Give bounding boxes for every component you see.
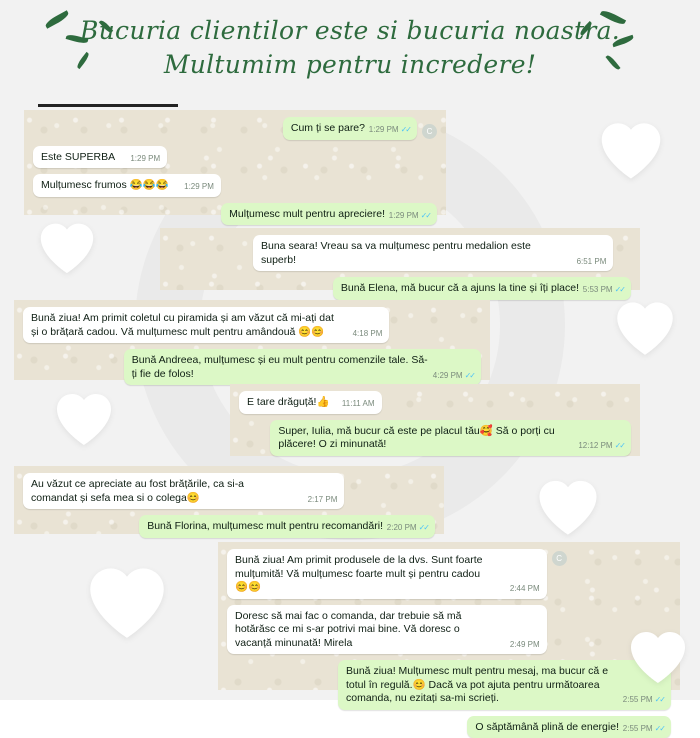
message-meta bbox=[387, 521, 428, 535]
message-time: 2:49 PM bbox=[510, 640, 540, 649]
message-text: Cum ți se pare? bbox=[291, 122, 409, 136]
chat-screenshot-3 bbox=[14, 300, 490, 380]
message-row bbox=[169, 235, 631, 271]
message-row bbox=[169, 277, 631, 300]
message-bubble-outgoing[interactable] bbox=[221, 203, 437, 226]
message-time: 11:11 AM bbox=[342, 399, 375, 408]
heart-icon bbox=[78, 552, 176, 642]
message-text: Au văzut ce apreciate au fost brățările, ca si-a comandat și sefa mea si o colega😊 bbox=[31, 478, 336, 505]
read-ticks-icon: ✓✓ bbox=[421, 211, 430, 220]
message-bubble-incoming[interactable] bbox=[253, 235, 613, 271]
message-text: O săptămână plină de energie! bbox=[475, 721, 663, 735]
leaf-doodle bbox=[579, 21, 594, 36]
chat-screenshot-5 bbox=[14, 466, 444, 534]
heart-icon bbox=[32, 212, 102, 276]
read-ticks-icon: ✓✓ bbox=[419, 523, 428, 532]
message-meta bbox=[433, 369, 474, 383]
message-text: Bună Andreea, mulțumesc și eu mult pentru comenzile tale. Să-ți fie de folos! bbox=[132, 354, 473, 381]
message-meta bbox=[623, 693, 664, 707]
message-text: Bună Elena, mă bucur că a ajuns la tine și îți place! bbox=[341, 282, 623, 296]
message-time: 4:18 PM bbox=[353, 329, 383, 338]
message-time: 1:29 PM bbox=[130, 154, 160, 163]
message-bubble-incoming[interactable] bbox=[227, 605, 547, 655]
message-meta bbox=[308, 493, 338, 507]
message-meta bbox=[510, 638, 540, 652]
message-meta bbox=[577, 255, 607, 269]
avatar: C bbox=[422, 124, 437, 139]
message-text: Bună Florina, mulțumesc mult pentru recomandări! bbox=[147, 520, 427, 534]
message-time: 12:12 PM bbox=[578, 441, 612, 450]
message-text: Mulțumesc mult pentru apreciere! bbox=[229, 208, 429, 222]
heart-icon bbox=[608, 290, 682, 358]
message-time: 1:29 PM bbox=[369, 125, 399, 134]
message-text: Doresc să mai fac o comanda, dar trebuie să mă hotărăsc ce mi s-ar potrivi mai bine. Vă doresc o vacanță minunată! Mirela bbox=[235, 610, 539, 651]
heart-icon bbox=[622, 620, 694, 686]
leaf-doodle bbox=[66, 33, 89, 45]
message-meta bbox=[623, 722, 664, 736]
chat-screenshot-6 bbox=[218, 542, 680, 690]
message-time: 1:29 PM bbox=[389, 211, 419, 220]
message-row bbox=[239, 391, 631, 414]
read-ticks-icon: ✓✓ bbox=[615, 285, 624, 294]
leaf-doodle bbox=[605, 54, 620, 71]
read-ticks-icon: ✓✓ bbox=[655, 724, 664, 733]
read-ticks-icon: ✓✓ bbox=[465, 371, 474, 380]
message-bubble-incoming[interactable] bbox=[23, 473, 344, 509]
message-meta bbox=[130, 152, 160, 166]
message-bubble-incoming[interactable] bbox=[23, 307, 389, 343]
message-row bbox=[227, 549, 671, 599]
message-bubble-outgoing[interactable] bbox=[270, 420, 631, 456]
message-row bbox=[23, 515, 435, 538]
read-ticks-icon: ✓✓ bbox=[401, 125, 410, 134]
heart-icon bbox=[48, 382, 120, 448]
message-row bbox=[33, 117, 437, 140]
read-ticks-icon: ✓✓ bbox=[615, 441, 624, 450]
headline-line-1: Bucuria clientilor este si bucuria noastra. bbox=[80, 16, 620, 45]
message-row bbox=[239, 420, 631, 456]
chat-screenshot-2 bbox=[160, 228, 640, 290]
message-text: Buna seara! Vreau sa va mulțumesc pentru medalion este superb! bbox=[261, 240, 605, 267]
heart-icon bbox=[530, 468, 606, 538]
message-text: Bună ziua! Mulțumesc mult pentru mesaj, ma bucur că e totul în regulă.😊 Dacă va pot ajuta pentru următoarea comanda, nu ezitați sa-mi scrieți. bbox=[346, 665, 663, 706]
message-time: 4:29 PM bbox=[433, 371, 463, 380]
message-bubble-outgoing[interactable] bbox=[467, 716, 671, 738]
message-time: 2:55 PM bbox=[623, 695, 653, 704]
message-meta bbox=[389, 209, 430, 223]
message-bubble-incoming[interactable] bbox=[239, 391, 382, 414]
message-row bbox=[23, 349, 481, 385]
chat-header-divider bbox=[38, 104, 178, 107]
message-row bbox=[33, 174, 437, 197]
message-meta bbox=[578, 439, 624, 453]
message-meta bbox=[369, 123, 410, 137]
chat-screenshot-4 bbox=[230, 384, 640, 456]
message-meta bbox=[184, 180, 214, 194]
message-time: 2:55 PM bbox=[623, 724, 653, 733]
headline-line-2: Multumim pentru incredere! bbox=[0, 48, 700, 82]
message-time: 2:20 PM bbox=[387, 523, 417, 532]
leaf-doodle bbox=[44, 10, 70, 28]
message-bubble-incoming[interactable] bbox=[227, 549, 547, 599]
read-ticks-icon: ✓✓ bbox=[655, 695, 664, 704]
heart-icon bbox=[592, 110, 670, 182]
message-text: Mulțumesc frumos 😂😂😂 bbox=[41, 179, 213, 193]
message-text: Este SUPERBA bbox=[41, 151, 159, 165]
leaf-doodle bbox=[99, 19, 113, 34]
message-row bbox=[23, 473, 435, 509]
message-text: Bună ziua! Am primit coletul cu piramida și am văzut că mi-ați dat și o brățară cadou. Vă mulțumesc mult pentru amândouă 😊😊 bbox=[31, 312, 381, 339]
message-time: 6:51 PM bbox=[577, 257, 607, 266]
leaf-doodle bbox=[75, 52, 90, 69]
message-meta bbox=[353, 327, 383, 341]
message-bubble-outgoing[interactable] bbox=[139, 515, 435, 538]
leaf-doodle bbox=[612, 35, 635, 48]
message-meta bbox=[342, 397, 375, 411]
avatar: C bbox=[552, 551, 567, 566]
message-text: E tare drăguță!👍 bbox=[247, 396, 374, 410]
chat-screenshot-1 bbox=[24, 110, 446, 215]
message-time: 2:17 PM bbox=[308, 495, 338, 504]
message-meta bbox=[510, 582, 540, 596]
message-bubble-outgoing[interactable] bbox=[283, 117, 417, 140]
message-row bbox=[227, 660, 671, 710]
message-bubble-incoming[interactable] bbox=[33, 174, 221, 197]
message-row bbox=[227, 716, 671, 738]
message-text: Bună ziua! Am primit produsele de la dvs. Sunt foarte mulțumită! Vă mulțumesc foarte mult și pentru cadou 😊😊 bbox=[235, 554, 539, 595]
message-time: 2:44 PM bbox=[510, 584, 540, 593]
message-row bbox=[23, 307, 481, 343]
message-bubble-incoming[interactable] bbox=[33, 146, 167, 169]
message-text: Super, Iulia, mă bucur că este pe placul tău🥰 Să o porți cu plăcere! O zi minunată! bbox=[278, 425, 623, 452]
leaf-doodle bbox=[600, 8, 626, 26]
message-row bbox=[227, 605, 671, 655]
message-time: 1:29 PM bbox=[184, 182, 214, 191]
message-bubble-outgoing[interactable] bbox=[333, 277, 631, 300]
message-row bbox=[33, 146, 437, 169]
message-bubble-outgoing[interactable] bbox=[124, 349, 481, 385]
message-time: 5:53 PM bbox=[583, 285, 613, 294]
